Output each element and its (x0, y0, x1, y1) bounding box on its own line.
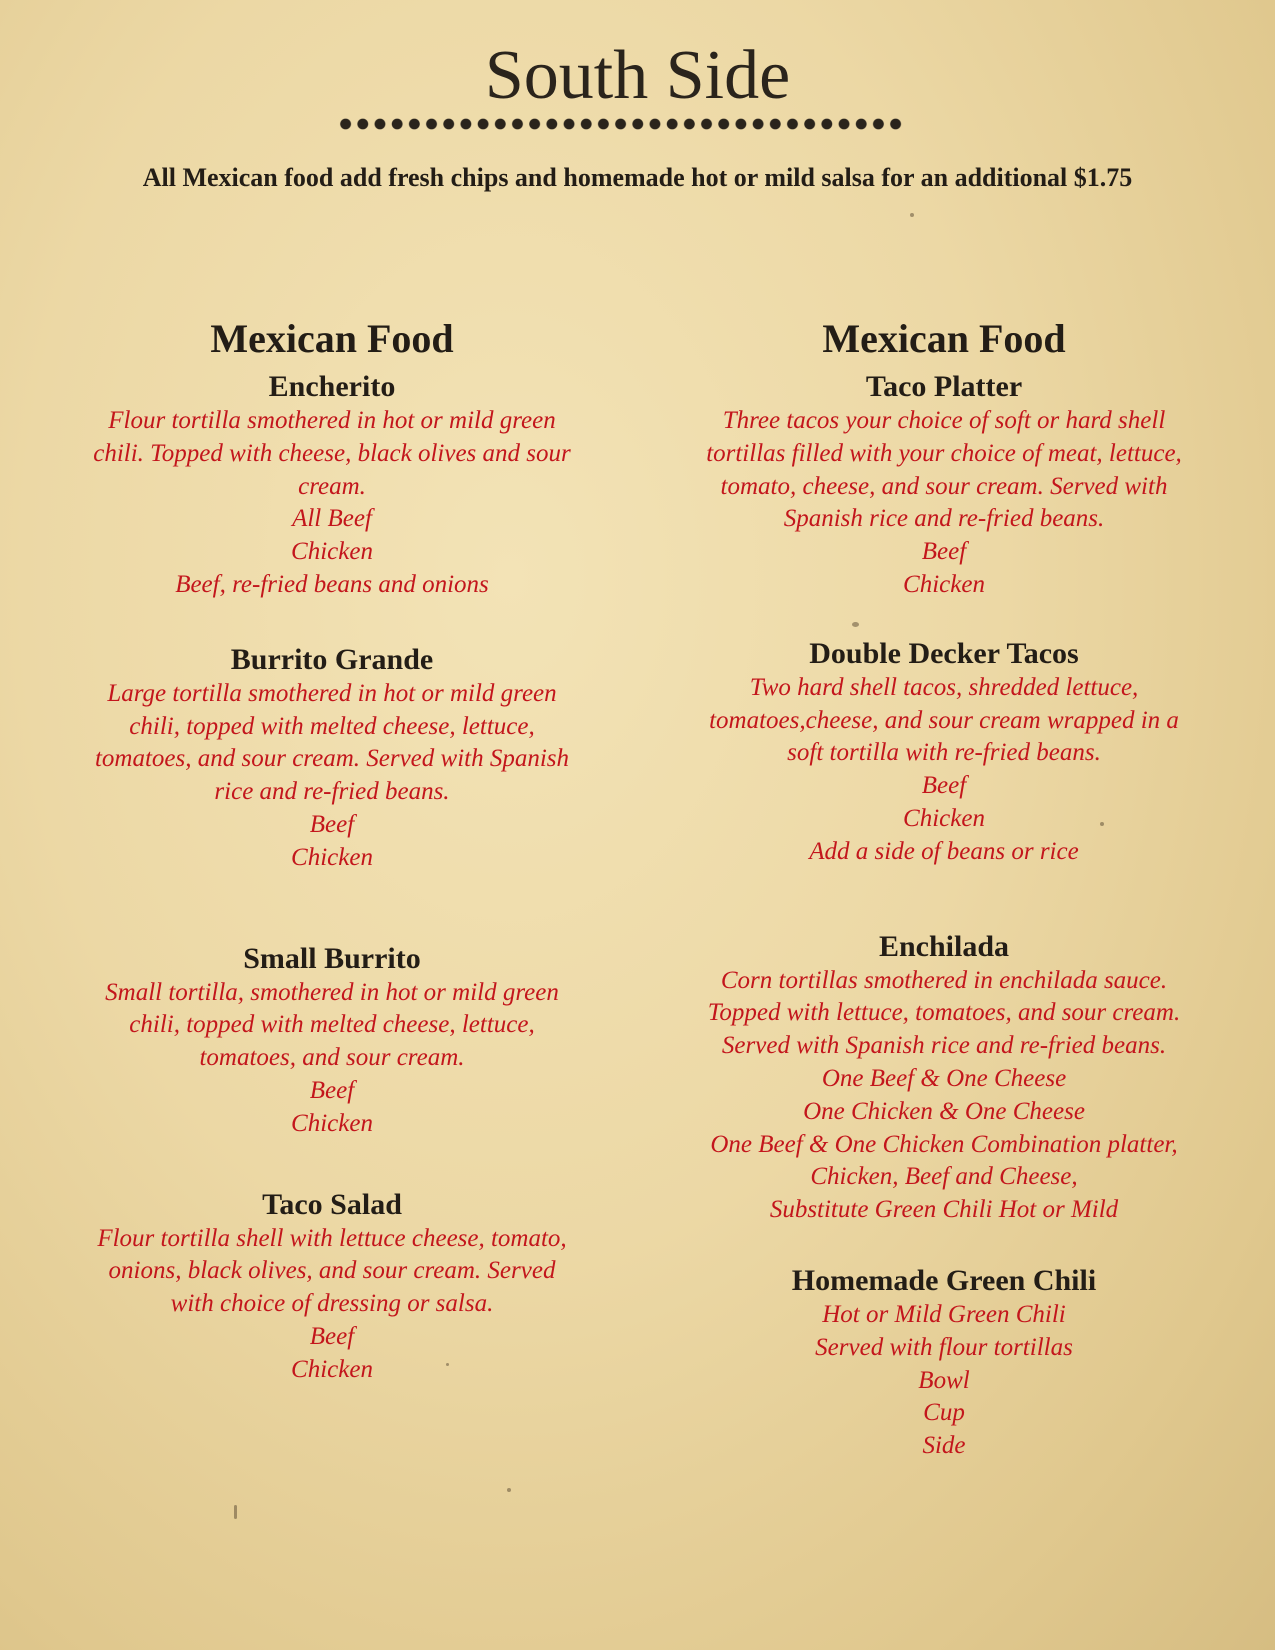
item-name: Taco Platter (865, 370, 1023, 403)
item-name: Double Decker Tacos (809, 636, 1079, 670)
item-name: Small Burrito (243, 941, 421, 975)
menu-column-left (42, 315, 622, 1387)
item-description-line: Small tortilla, smothered in hot or mild green (105, 978, 559, 1006)
item-description-line: cream. (298, 472, 366, 500)
item-option: One Beef & One Chicken Combination platter, (710, 1130, 1178, 1158)
menu-item-taco-salad (42, 1187, 622, 1387)
item-name: Enchilada (878, 929, 1010, 963)
item-option: Chicken (291, 1109, 373, 1137)
item-name: Burrito Grande (230, 642, 434, 676)
item-description-line: soft tortilla with re-fried beans. (787, 739, 1101, 767)
item-option: Side (922, 1432, 966, 1460)
item-description-line: tomato, cheese, and sour cream. Served with (720, 472, 1168, 500)
item-option: All Beef (292, 505, 372, 533)
item-option: Bowl (918, 1366, 970, 1394)
menu-item-burrito-grande (42, 642, 622, 875)
item-option: Chicken (291, 843, 373, 871)
item-description-line: Two hard shell tacos, shredded lettuce, (749, 673, 1139, 701)
section-heading: Mexican Food (822, 316, 1066, 361)
item-option: Beef (921, 538, 967, 566)
item-description-line: tomatoes,cheese, and sour cream wrapped in a (709, 706, 1179, 734)
item-option: Beef, re-fried beans and onions (175, 570, 489, 598)
item-description-line: Served with Spanish rice and re-fried beans. (721, 1032, 1167, 1060)
item-option: Beef (309, 810, 355, 838)
paper-speck (910, 213, 914, 217)
dotted-divider (337, 117, 903, 131)
item-option: Beef (921, 772, 967, 800)
section-heading: Mexican Food (210, 316, 454, 361)
item-description-line: Corn tortillas smothered in enchilada sauce. (720, 966, 1168, 994)
item-description-line: Hot or Mild Green Chili (822, 1300, 1066, 1328)
item-description-line: Three tacos your choice of soft or hard shell (722, 407, 1166, 434)
item-option: Chicken (291, 1355, 373, 1383)
item-description-line: tortillas filled with your choice of meat, lettuce, (706, 439, 1182, 467)
item-option: One Chicken & One Cheese (803, 1097, 1085, 1125)
chips-salsa-notice: All Mexican food add fresh chips and homemade hot or mild salsa for an additional $1.75 (142, 163, 1133, 192)
paper-speck (234, 1505, 237, 1519)
item-name: Homemade Green Chili (791, 1263, 1097, 1297)
item-name: Encherito (268, 370, 396, 403)
menu-item-double-decker-tacos (654, 636, 1234, 869)
item-option: Beef (309, 1076, 355, 1104)
menu-item-small-burrito (42, 941, 622, 1141)
item-description-line: chili, topped with melted cheese, lettuce, (129, 1011, 535, 1039)
item-description-line: Flour tortilla smothered in hot or mild green (108, 407, 556, 434)
item-option: Cup (923, 1399, 965, 1427)
item-option: One Beef & One Cheese (821, 1064, 1067, 1092)
item-description-line: chili, topped with melted cheese, lettuce, (129, 712, 535, 740)
menu-item-enchilada (654, 929, 1234, 1227)
item-description-line: tomatoes, and sour cream. (199, 1044, 465, 1072)
menu-column-right (654, 315, 1234, 1463)
menu-item-taco-platter (654, 369, 1234, 602)
item-option: Chicken, Beef and Cheese, (810, 1163, 1078, 1191)
item-description-line: Served with flour tortillas (815, 1333, 1073, 1361)
restaurant-title: South Side (484, 37, 791, 114)
item-description-line: chili. Topped with cheese, black olives and sour (93, 439, 571, 467)
paper-speck (507, 1488, 511, 1492)
item-description-line: Large tortilla smothered in hot or mild green (107, 679, 557, 707)
item-name: Taco Salad (262, 1187, 402, 1221)
item-description-line: Flour tortilla shell with lettuce cheese, tomato, (97, 1224, 567, 1252)
item-description-line: with choice of dressing or salsa. (170, 1290, 494, 1318)
menu-item-encherito (42, 369, 622, 602)
item-option: Chicken (291, 538, 373, 566)
item-description-line: Spanish rice and re-fried beans. (783, 505, 1105, 533)
item-option: Chicken (903, 570, 985, 598)
menu-item-homemade-green-chili (654, 1263, 1234, 1463)
item-option: Substitute Green Chili Hot or Mild (769, 1196, 1119, 1224)
item-description-line: onions, black olives, and sour cream. Served (108, 1257, 556, 1285)
item-option: Chicken (903, 804, 985, 832)
item-description-line: tomatoes, and sour cream. Served with Spanish (94, 745, 570, 773)
item-description-line: Topped with lettuce, tomatoes, and sour cream. (707, 999, 1181, 1027)
item-option: Beef (309, 1322, 355, 1350)
item-description-line: rice and re-fried beans. (214, 778, 450, 806)
item-option: Add a side of beans or rice (809, 837, 1079, 865)
